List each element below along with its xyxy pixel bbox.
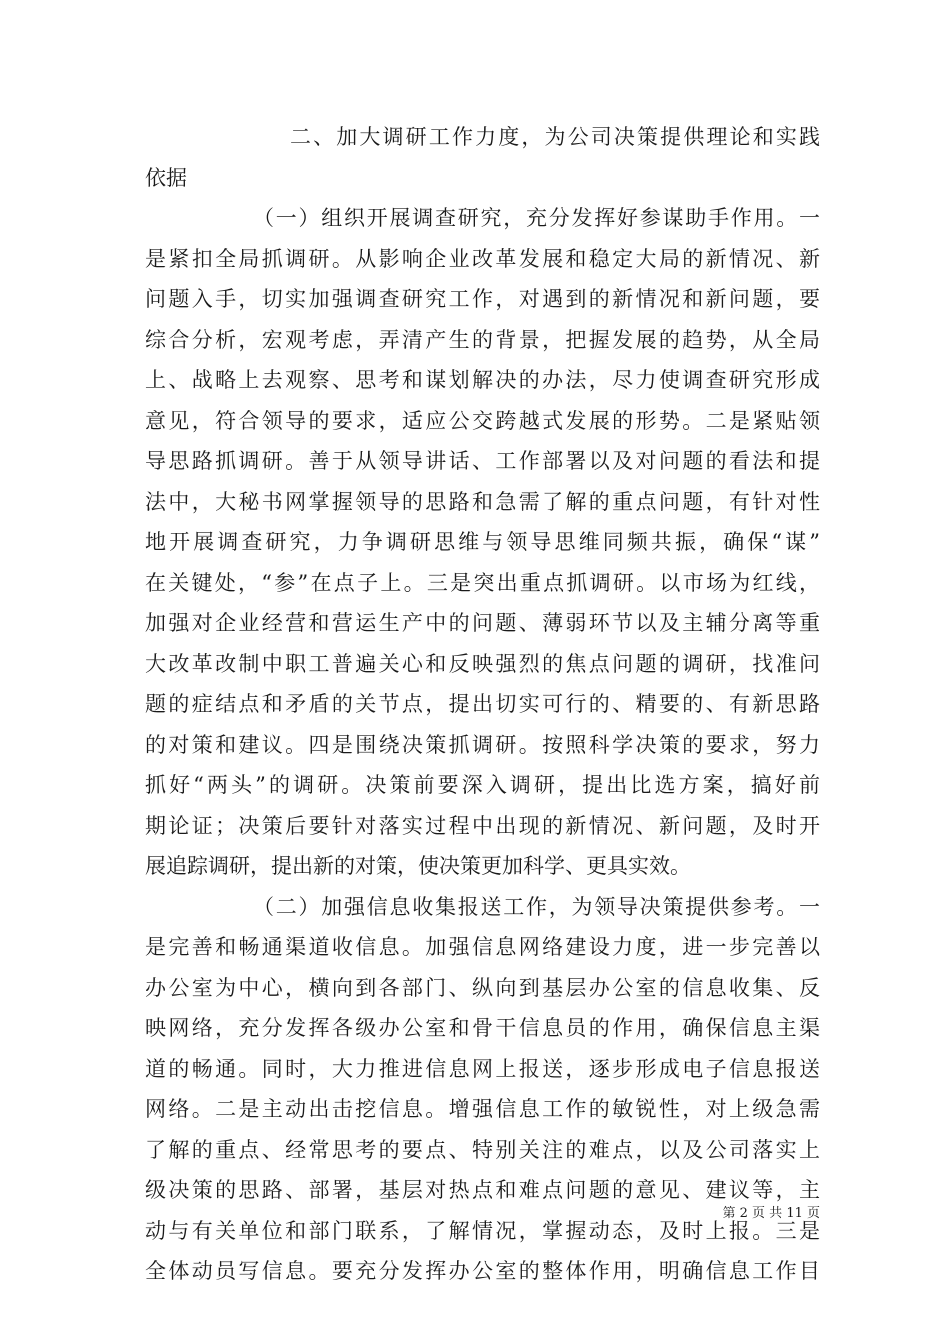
paragraph-line: 是完善和畅通渠道收信息。加强信息网络建设力度，进一步完善以 [145,935,820,959]
paragraph-line: 法中，大秘书网掌握领导的思路和急需了解的重点问题，有针对性 [145,489,820,514]
page-number-footer: 第 2 页 共 11 页 [722,1206,820,1221]
paragraph-2 [145,887,820,1292]
paragraph-line: 在关键处，“参”在点子上。三是突出重点抓调研。以市场为红线， [145,570,820,595]
paragraph-line: 问题入手，切实加强调查研究工作，对遇到的新情况和新问题，要 [145,287,820,311]
paragraph-1 [145,198,820,887]
heading-line-2: 依据 [145,165,187,190]
paragraph-line: 加强对企业经营和营运生产中的问题、薄弱环节以及主辅分离等重 [145,611,820,635]
paragraph-line: 是紧扣全局抓调研。从影响企业改革发展和稳定大局的新情况、新 [145,246,820,271]
paragraph-line: 动与有关单位和部门联系，了解情况，掌握动态，及时上报。三是 [145,1218,820,1243]
paragraph-line: 了解的重点、经常思考的要点、特别关注的难点，以及公司落实上 [145,1137,820,1162]
paragraph-line: （二）加强信息收集报送工作，为领导决策提供参考。一 [253,894,820,919]
paragraph-line: 映网络，充分发挥各级办公室和骨干信息员的作用，确保信息主渠 [145,1016,820,1040]
paragraph-line: 全体动员写信息。要充分发挥办公室的整体作用，明确信息工作目 [145,1259,820,1283]
paragraph-line: 意见，符合领导的要求，适应公交跨越式发展的形势。二是紧贴领 [145,408,820,433]
paragraph-line: 上、战略上去观察、思考和谋划解决的办法，尽力使调查研究形成 [145,368,820,392]
paragraph-line: 导思路抓调研。善于从领导讲话、工作部署以及对问题的看法和提 [145,449,820,473]
paragraph-line: 展追踪调研，提出新的对策，使决策更加科学、更具实效。 [145,854,691,878]
heading-line-1: 二、加大调研工作力度，为公司决策提供理论和实践 [290,125,820,149]
paragraph-line: 期论证；决策后要针对落实过程中出现的新情况、新问题，及时开 [145,813,820,838]
paragraph-line: （一）组织开展调查研究，充分发挥好参谋助手作用。一 [253,206,820,230]
paragraph-line: 综合分析，宏观考虑，弄清产生的背景，把握发展的趋势，从全局 [145,327,820,352]
paragraph-line: 级决策的思路、部署，基层对热点和难点问题的意见、建议等，主 [145,1178,820,1202]
document-body [145,117,820,1292]
paragraph-line: 道的畅通。同时，大力推进信息网上报送，逐步形成电子信息报送 [145,1056,820,1081]
paragraph-line: 大改革改制中职工普遍关心和反映强烈的焦点问题的调研，找准问 [145,651,820,676]
paragraph-line: 网络。二是主动出击挖信息。增强信息工作的敏锐性，对上级急需 [145,1097,820,1121]
section-heading [145,117,820,198]
paragraph-line: 办公室为中心，横向到各部门、纵向到基层办公室的信息收集、反 [145,975,820,1000]
paragraph-line: 的对策和建议。四是围绕决策抓调研。按照科学决策的要求，努力 [145,732,820,757]
paragraph-line: 题的症结点和矛盾的关节点，提出切实可行的、精要的、有新思路 [145,692,820,716]
paragraph-line: 地开展调查研究，力争调研思维与领导思维同频共振，确保“谋” [145,530,820,554]
paragraph-line: 抓好“两头”的调研。决策前要深入调研，提出比选方案，搞好前 [145,773,820,797]
